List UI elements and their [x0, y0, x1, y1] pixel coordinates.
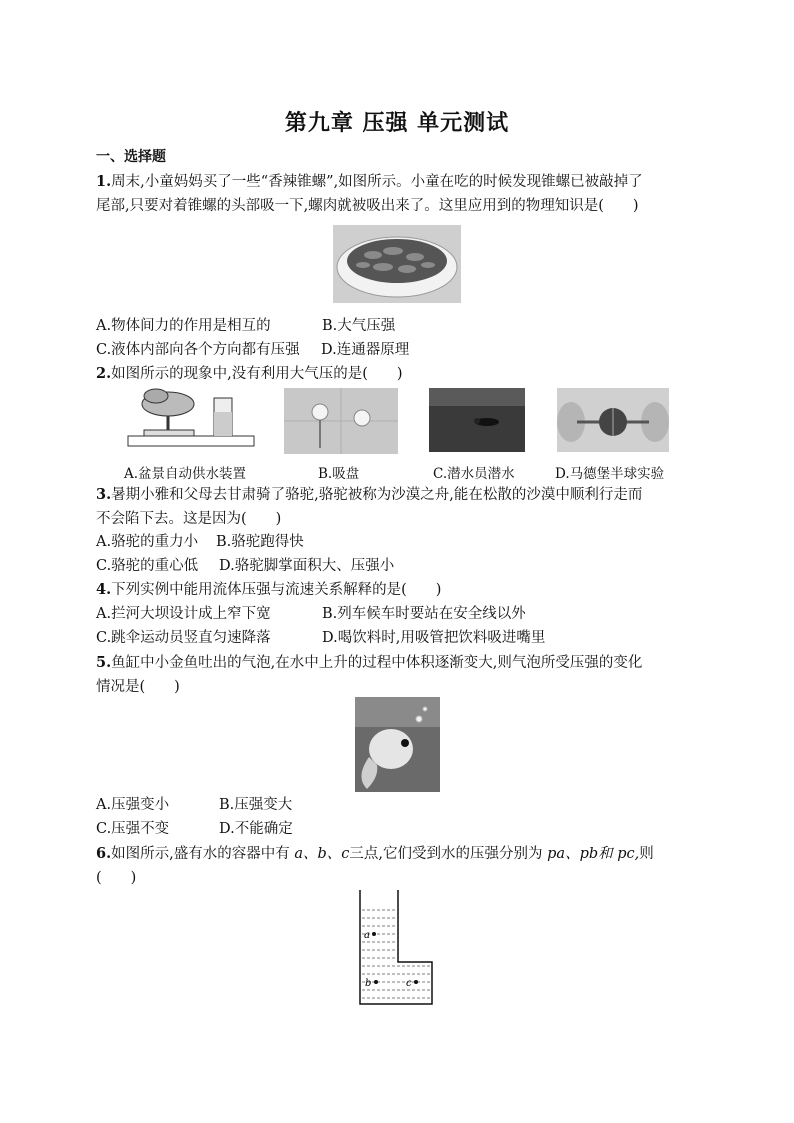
q2-text-1: 如图所示的现象中,没有利用大气压的是( )	[111, 366, 403, 382]
q6-line2: ( )	[96, 870, 137, 886]
q5-option-a: A.压强变小	[96, 797, 170, 813]
q6-label-c: c	[406, 978, 412, 989]
q2-bonsai-figure	[126, 386, 256, 454]
q5-option-c: C.压强不变	[96, 821, 170, 837]
q5-goldfish-photo	[355, 697, 440, 792]
q4-text-1: 下列实例中能用流体压强与流速关系解释的是( )	[111, 582, 442, 598]
q2-diver-photo	[429, 388, 525, 452]
q5-number: 5.	[96, 654, 112, 671]
q2-magdeburg-photo	[557, 388, 669, 452]
q6-pressures: pa、pb和 pc,	[547, 846, 640, 862]
q3-option-b: B.骆驼跑得快	[216, 534, 304, 550]
q1-option-c: C.液体内部向各个方向都有压强	[96, 342, 300, 358]
q2-caption-b: B.吸盘	[318, 466, 360, 482]
q2-caption-c: C.潜水员潜水	[433, 466, 515, 482]
q6-point-b	[374, 980, 378, 984]
q3-option-d: D.骆驼脚掌面积大、压强小	[219, 558, 395, 574]
q6-number: 6.	[96, 845, 112, 862]
q2-suction-cup-photo	[284, 388, 398, 454]
q1-line2: 尾部,只要对着锥螺的头部吸一下,螺肉就被吸出来了。这里应用到的物理知识是( )	[96, 198, 639, 214]
q3-line2: 不会陷下去。这是因为( )	[96, 511, 282, 527]
q3-line1	[96, 483, 642, 507]
q6-points: a、b、c	[294, 846, 350, 862]
q4-option-c: C.跳伞运动员竖直匀速降落	[96, 630, 271, 646]
q1-text-1: 周末,小童妈妈买了一些“香辣锥螺”,如图所示。小童在吃的时候发现锥螺已被敲掉了	[111, 174, 643, 190]
q1-line1	[96, 170, 643, 194]
q2-caption-d: D.马德堡半球实验	[555, 466, 665, 482]
q6-label-a: a	[364, 930, 370, 941]
q6-container-diagram	[356, 890, 436, 1008]
q5-option-d: D.不能确定	[219, 821, 293, 837]
q6-label-b: b	[365, 978, 372, 989]
page-title: 第九章 压强 单元测试	[284, 111, 510, 136]
q3-text-1: 暑期小雅和父母去甘肃骑了骆驼,骆驼被称为沙漠之舟,能在松散的沙漠中顺利行走而	[111, 487, 643, 503]
q4-option-b: B.列车候车时要站在安全线以外	[322, 606, 526, 622]
q2-number: 2.	[96, 365, 112, 382]
q6-text-1c: 则	[639, 846, 654, 862]
q4-option-a: A.拦河大坝设计成上窄下宽	[96, 606, 271, 622]
q5-line2: 情况是( )	[96, 679, 180, 695]
q4-line1	[96, 578, 441, 602]
q1-option-a: A.物体间力的作用是相互的	[96, 318, 271, 334]
q5-line1	[96, 651, 642, 675]
q3-number: 3.	[96, 486, 112, 503]
q4-number: 4.	[96, 581, 112, 598]
q6-line1	[96, 842, 654, 866]
section-heading: 一、选择题	[96, 149, 166, 165]
q5-option-b: B.压强变大	[219, 797, 293, 813]
q6-point-a	[372, 932, 376, 936]
q1-number: 1.	[96, 173, 112, 190]
q6-text-1b: 三点,它们受到水的压强分别为	[349, 846, 548, 862]
q1-option-d: D.连通器原理	[321, 342, 410, 358]
q1-option-b: B.大气压强	[322, 318, 396, 334]
q5-text-1: 鱼缸中小金鱼吐出的气泡,在水中上升的过程中体积逐渐变大,则气泡所受压强的变化	[111, 655, 643, 671]
q2-line1	[96, 362, 403, 386]
q3-option-c: C.骆驼的重心低	[96, 558, 199, 574]
q4-option-d: D.喝饮料时,用吸管把饮料吸进嘴里	[322, 630, 546, 646]
q6-text-1a: 如图所示,盛有水的容器中有	[111, 846, 295, 862]
q6-point-c	[414, 980, 418, 984]
q2-caption-a: A.盆景自动供水装置	[124, 466, 247, 482]
q1-snail-photo	[333, 225, 461, 303]
q3-option-a: A.骆驼的重力小	[96, 534, 199, 550]
